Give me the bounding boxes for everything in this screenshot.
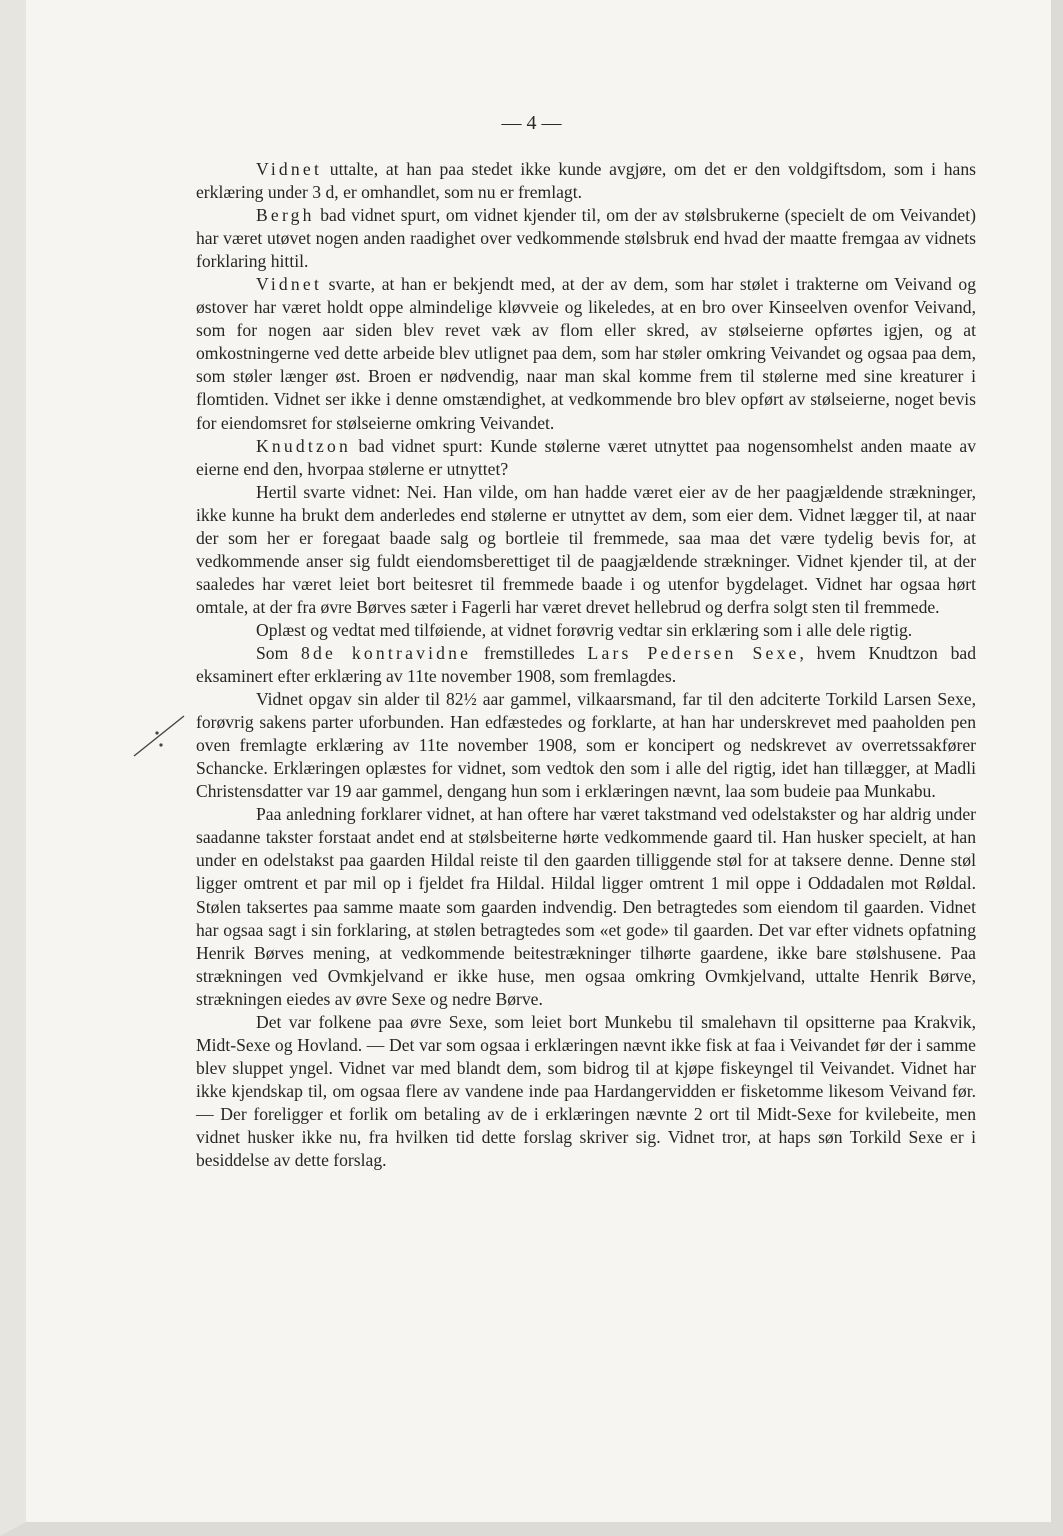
spaced-name: Vidnet — [256, 274, 323, 295]
margin-slash-mark — [130, 712, 190, 762]
spaced-term: 8de kontravidne — [301, 642, 472, 663]
paragraph — [196, 435, 976, 481]
paragraph-text: bad vidnet spurt: Kunde stølerne været utnyttet paa nogensomhelst anden maate av eierne end den, hvorpaa stølerne er utnyttet? — [196, 435, 976, 479]
spaced-name: Vidnet — [256, 159, 323, 179]
page-number: — 4 — — [501, 112, 562, 134]
paragraph-text: Hertil svarte vidnet: Nei. Han vilde, om han hadde været eier av de her paagjældende strækninger, ikke kunne ha brukt dem anderledes end stølerne er utnyttet av dem, som eier dem. Vidnet lægger til, at naar der som her er foregaat baade salg og bortleie til fremmede, saa maa det være tydelig bevis for, at vedkommende anser sig fuldt eiendomsberettiget til de paagjældende strækninger. Vidnet kjender til, at der saaledes har været leiet bort beitesret til fremmede baade i og utenfor bygdelaget. Vidnet har ogsaa hørt omtale, at der fra øvre Børves sæter i Fagerli har været drevet hellebrud og derfra solgt sten til fremmede. — [196, 481, 976, 617]
paragraph — [196, 481, 976, 619]
paragraph-text: Det var folkene paa øvre Sexe, som leiet bort Munkebu til smalehavn til opsitterne paa Krakvik, Midt-Sexe og Hovland. — Det var som ogsaa i erklæringen nævnt ikke fisk at faa i Veivandet før der i samme blev sluppet yngel. Vidnet var med blandt dem, som bidrog til at kjøpe fiskeyngel til Veivandet. Vidnet har ikke kjendskap til, om ogsaa flere av vandene inde paa Hardangervidden er fisketomme likesom Veivand før. — Der foreligger et forlik om betaling av de i erklæringen nævnte 2 ort til Midt-Sexe for kvilebeite, men vidnet husker ikke nu, fra hvilken tid dette forslag skriver sig. Vidnet tror, at haps søn Torkild Sexe er i besiddelse av dette forslag. — [196, 1011, 976, 1171]
paragraph-text: Vidnet opgav sin alder til 82½ aar gammel, vilkaarsmand, far til den adciterte Torkild Larsen Sexe, forøvrig sakens parter uforbunden. Han edfæstedes og forklarte, at han har underskrevet med paaholden pen oven fremlagte erklæring av 11te november 1908, som er koncipert og nedskrevet av overretssakfører Schancke. Erklæringen oplæstes for vidnet, som vedtok den som i alle del rigtig, idet han tillægger, at Madli Christensdatter var 19 aar gammel, dengang hun som i erklæringen nævnt, laa som budeie paa Munkabu. — [196, 689, 976, 802]
paragraph-text: svarte, at han er bekjendt med, at der av dem, som har stølet i trakterne om Veivand og østover har været holdt oppe almindelige kløvveie og likeledes, at en bro over Kinseelven ovenfor Veivand, som for nogen aar siden blev revet væk av flom eller skred, av stølseierne opførtes igjen, og at omkostningerne ved dette arbeide blev utlignet paa dem, som har støler omkring Veivandet og ogsaa paa dem, som støler længer øst. Broen er nødvendig, naar man skal komme frem til stølerne med sine kreaturer i flomtiden. Vidnet ser ikke i denne omstændighet, at vedkommende bro blev opført av stølseierne, noget bevis for eiendomsret for stølseierne omkring Veivandet. — [196, 274, 976, 433]
margin-dot-upper — [155, 731, 158, 734]
spaced-name: Lars Pedersen Sexe — [587, 642, 800, 663]
paragraph-text: , hvem Knudtzon bad eksaminert efter erklæring av 11te november 1908, som fremlagdes. — [196, 642, 976, 687]
paragraph-text: Paa anledning forklarer vidnet, at han oftere har været takstmand ved odelstakster og har aldrig under saadanne takster forstaat andet end at stølsbeiterne hørte vedkommende gaard til. Han husker specielt, at han under en odelstakst paa gaarden Hildal reiste til den gaarden tilliggende støl for at taksere denne. Denne støl ligger omtrent et par mil op i fjeldet fra Hildal. Hildal ligger omtrent 1 mil oppe i Oddadalen mot Røldal. Stølen taksertes paa samme maate som gaarden indvendig. Den betragtedes som eiendom til gaarden. Vidnet har ogsaa sagt i sin forklaring, at stølen betragtedes som «et gode» til gaarden. Det var efter vidnets opfatning Henrik Børves mening, at vedkommende beitestrækninger tilhørte gaardene, ikke bare stølshusene. Paa strækningen ved Ovmkjelvand er ikke huse, men ogsaa omkring Ovmkjelvand, uttalte Henrik Børve, strækningen eiedes av øvre Sexe og nedre Børve. — [196, 804, 976, 1009]
spaced-name: Knudtzon — [256, 435, 351, 456]
paragraph — [196, 688, 976, 803]
paragraph — [196, 204, 976, 273]
paragraph-text: uttalte, at han paa stedet ikke kunde avgjøre, om det er den voldgiftsdom, som i hans erklæring under 3 d, er omhandlet, som nu er fremlagt. — [196, 159, 976, 203]
spaced-name: Bergh — [256, 205, 315, 226]
paragraph — [196, 803, 976, 1010]
paragraph-text: bad vidnet spurt, om vidnet kjender til, om der av stølsbrukerne (specielt de om Veivandet) har været utøvet nogen anden raadighet over vedkommende stølsbruk end hvad der maatte fremgaa av vidnets forklaring hittil. — [196, 205, 976, 272]
paragraph — [196, 619, 976, 642]
paragraph — [196, 642, 976, 688]
paragraph-text: Oplæst og vedtat med tilføiende, at vidnet forøvrig vedtar sin erklæring som i alle dele rigtig. — [256, 619, 913, 640]
body-text — [196, 158, 976, 1172]
paragraph-pre: Som — [256, 642, 301, 663]
margin-slash-line — [134, 716, 184, 756]
paragraph — [196, 158, 976, 204]
paragraph-mid: fremstilledes — [471, 642, 588, 663]
paragraph — [196, 1011, 976, 1172]
margin-dot-lower — [159, 743, 162, 746]
paragraph — [196, 273, 976, 434]
